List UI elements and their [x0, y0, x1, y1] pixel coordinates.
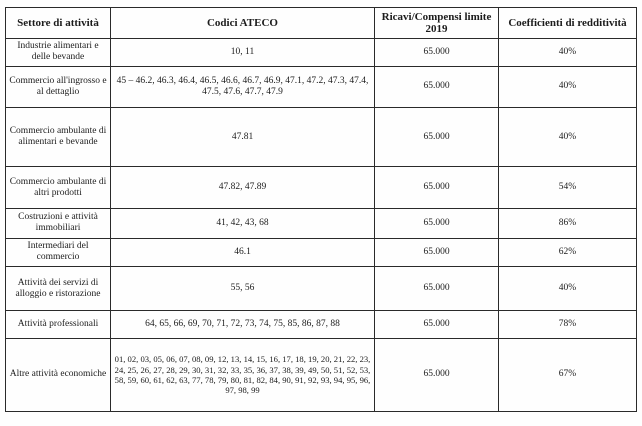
- coefficient-cell: 86%: [499, 209, 637, 239]
- codes-cell: 41, 42, 43, 68: [111, 209, 375, 239]
- sector-cell: Costruzioni e attività immobiliari: [6, 209, 111, 239]
- table-row: [6, 108, 637, 167]
- coefficient-cell: 54%: [499, 167, 637, 209]
- revenue-cell: 65.000: [375, 338, 499, 411]
- revenue-cell: 65.000: [375, 108, 499, 167]
- revenue-cell: 65.000: [375, 311, 499, 339]
- sector-cell: Attività dei servizi di alloggio e ristorazione: [6, 267, 111, 311]
- revenue-cell: 65.000: [375, 167, 499, 209]
- coefficient-cell: 40%: [499, 108, 637, 167]
- table-row: [6, 238, 637, 267]
- revenue-cell: 65.000: [375, 267, 499, 311]
- sector-cell: Attività professionali: [6, 311, 111, 339]
- codes-cell: 47.81: [111, 108, 375, 167]
- coefficient-cell: 40%: [499, 39, 637, 67]
- table-row: [6, 267, 637, 311]
- sector-cell: Intermediari del commercio: [6, 238, 111, 267]
- coefficient-cell: 67%: [499, 338, 637, 411]
- ateco-coefficients-table: [5, 7, 637, 412]
- coefficient-cell: 78%: [499, 311, 637, 339]
- codes-cell: 55, 56: [111, 267, 375, 311]
- codes-cell: 10, 11: [111, 39, 375, 67]
- revenue-cell: 65.000: [375, 66, 499, 108]
- sector-cell: Altre attività economiche: [6, 338, 111, 411]
- sector-cell: Industrie alimentari e delle bevande: [6, 39, 111, 67]
- table-row: [6, 39, 637, 67]
- header-codes: Codici ATECO: [111, 8, 375, 39]
- revenue-cell: 65.000: [375, 209, 499, 239]
- table-row: [6, 167, 637, 209]
- header-row: [6, 8, 637, 39]
- header-sector: Settore di attività: [6, 8, 111, 39]
- sector-cell: Commercio ambulante di altri prodotti: [6, 167, 111, 209]
- codes-cell: 46.1: [111, 238, 375, 267]
- header-revenue: Ricavi/Compensi limite 2019: [375, 8, 499, 39]
- revenue-cell: 65.000: [375, 238, 499, 267]
- table-row: [6, 311, 637, 339]
- revenue-cell: 65.000: [375, 39, 499, 67]
- header-coefficient: Coefficienti di redditività: [499, 8, 637, 39]
- codes-cell: 01, 02, 03, 05, 06, 07, 08, 09, 12, 13, 14, 15, 16, 17, 18, 19, 20, 21, 22, 23, 24, 25, 26, 27, 28, 29, 30, 31, 32, 33, 35, 36, 37, 38, 39, 49, 50, 51, 52, 53, 58, 59, 60, 61, 62, 63, 77, 78, 79, 80, 81, 82, 84, 90, 91, 92, 93, 94, 95, 96, 97, 98, 99: [111, 338, 375, 411]
- coefficient-cell: 40%: [499, 66, 637, 108]
- table-row: [6, 209, 637, 239]
- coefficient-cell: 40%: [499, 267, 637, 311]
- sector-cell: Commercio all'ingrosso e al dettaglio: [6, 66, 111, 108]
- table-row: [6, 338, 637, 411]
- codes-cell: 64, 65, 66, 69, 70, 71, 72, 73, 74, 75, 85, 86, 87, 88: [111, 311, 375, 339]
- sector-cell: Commercio ambulante di alimentari e bevande: [6, 108, 111, 167]
- codes-cell: 47.82, 47.89: [111, 167, 375, 209]
- table-row: [6, 66, 637, 108]
- codes-cell: 45 – 46.2, 46.3, 46.4, 46.5, 46.6, 46.7, 46.9, 47.1, 47.2, 47.3, 47.4, 47.5, 47.6, 47.7, 47.9: [111, 66, 375, 108]
- coefficient-cell: 62%: [499, 238, 637, 267]
